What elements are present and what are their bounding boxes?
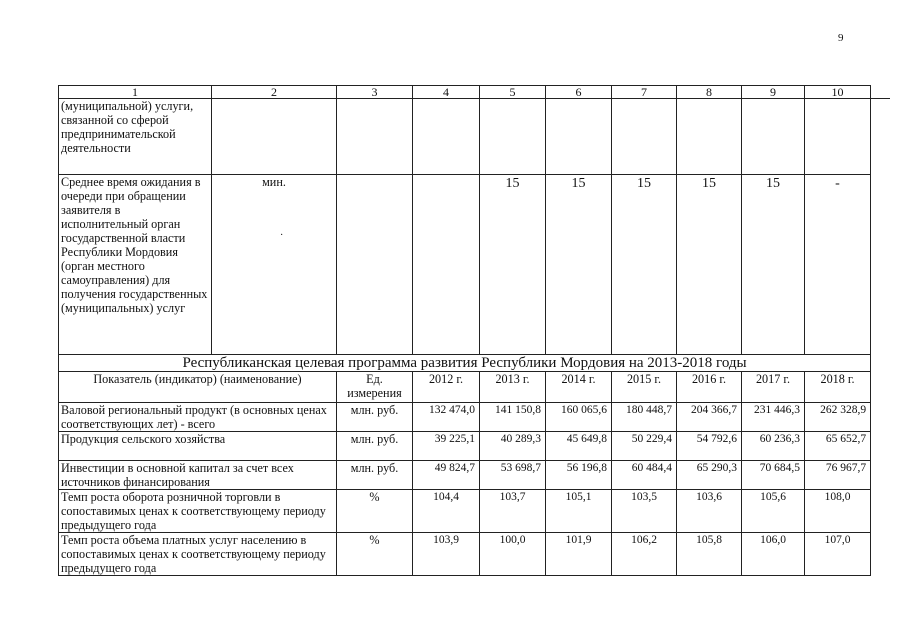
value-cell: 15 bbox=[742, 175, 805, 355]
year-header: 2014 г. bbox=[546, 372, 612, 403]
table-row bbox=[59, 533, 871, 576]
value-cell: 103,5 bbox=[612, 490, 677, 533]
program-table bbox=[58, 354, 871, 576]
table-row bbox=[59, 490, 871, 533]
value-cell: 180 448,7 bbox=[612, 403, 677, 432]
value-cell: 103,6 bbox=[677, 490, 742, 533]
value-cell: 15 bbox=[480, 175, 546, 355]
column-number: 4 bbox=[413, 86, 480, 99]
value-cell: 101,9 bbox=[546, 533, 612, 576]
value-cell: 53 698,7 bbox=[480, 461, 546, 490]
indicator-name: (муниципальной) услуги, связанной со сферой предпринимательской деятельности bbox=[59, 99, 212, 175]
table-row bbox=[59, 461, 871, 490]
column-number-row bbox=[59, 86, 871, 99]
value-cell: 15 bbox=[612, 175, 677, 355]
column-number: 5 bbox=[480, 86, 546, 99]
value-cell: 54 792,6 bbox=[677, 432, 742, 461]
year-header: 2018 г. bbox=[805, 372, 871, 403]
table-row bbox=[59, 175, 871, 355]
value-cell: 105,6 bbox=[742, 490, 805, 533]
scan-mark: · bbox=[280, 230, 284, 241]
value-cell: 60 484,4 bbox=[612, 461, 677, 490]
table-header-row bbox=[59, 372, 871, 403]
value-cell: 15 bbox=[546, 175, 612, 355]
value-cell: 100,0 bbox=[480, 533, 546, 576]
value-cell: 105,8 bbox=[677, 533, 742, 576]
value-cell bbox=[337, 175, 413, 355]
value-cell: 39 225,1 bbox=[413, 432, 480, 461]
column-number: 8 bbox=[677, 86, 742, 99]
table-row bbox=[59, 432, 871, 461]
value-cell: 204 366,7 bbox=[677, 403, 742, 432]
value-cell: 49 824,7 bbox=[413, 461, 480, 490]
year-header: 2012 г. bbox=[413, 372, 480, 403]
value-cell: 56 196,8 bbox=[546, 461, 612, 490]
unit-cell: % bbox=[337, 490, 413, 533]
value-cell: - bbox=[805, 175, 871, 355]
value-cell: 45 649,8 bbox=[546, 432, 612, 461]
value-cell bbox=[413, 175, 480, 355]
column-number: 6 bbox=[546, 86, 612, 99]
value-cell: 65 290,3 bbox=[677, 461, 742, 490]
value-cell: 76 967,7 bbox=[805, 461, 871, 490]
value-cell: 15 bbox=[677, 175, 742, 355]
value-cell: 60 236,3 bbox=[742, 432, 805, 461]
year-header: 2015 г. bbox=[612, 372, 677, 403]
value-cell: 65 652,7 bbox=[805, 432, 871, 461]
value-cell: 106,2 bbox=[612, 533, 677, 576]
value-cell: 141 150,8 bbox=[480, 403, 546, 432]
program-title: Республиканская целевая программа развития Республики Мордовия на 2013-2018 годы bbox=[59, 355, 871, 372]
value-cell: 231 446,3 bbox=[742, 403, 805, 432]
unit-header: Ед. измерения bbox=[337, 372, 413, 403]
page-number: 9 bbox=[838, 32, 844, 44]
indicator-name: Продукция сельского хозяйства bbox=[59, 432, 337, 461]
value-cell: 160 065,6 bbox=[546, 403, 612, 432]
program-title-row bbox=[59, 355, 871, 372]
value-cell: 103,9 bbox=[413, 533, 480, 576]
indicator-name: Инвестиции в основной капитал за счет всех источников финансирования bbox=[59, 461, 337, 490]
column-number: 7 bbox=[612, 86, 677, 99]
value-cell: 104,4 bbox=[413, 490, 480, 533]
column-number: 9 bbox=[742, 86, 805, 99]
value-cell: 106,0 bbox=[742, 533, 805, 576]
unit-cell: млн. руб. bbox=[337, 432, 413, 461]
column-number: 2 bbox=[212, 86, 337, 99]
year-header: 2016 г. bbox=[677, 372, 742, 403]
value-cell: 132 474,0 bbox=[413, 403, 480, 432]
column-number: 3 bbox=[337, 86, 413, 99]
indicator-name: Среднее время ожидания в очереди при обращении заявителя в исполнительный орган государственной власти Республики Мордовия (орган местного самоуправления) для получения государственных (муниципальных) услуг bbox=[59, 175, 212, 355]
value-cell: 70 684,5 bbox=[742, 461, 805, 490]
unit-cell: % bbox=[337, 533, 413, 576]
column-number: 1 bbox=[59, 86, 212, 99]
column-number: 10 bbox=[805, 86, 871, 99]
unit-cell: млн. руб. bbox=[337, 461, 413, 490]
value-cell: 50 229,4 bbox=[612, 432, 677, 461]
value-cell: 262 328,9 bbox=[805, 403, 871, 432]
value-cell: 103,7 bbox=[480, 490, 546, 533]
indicator-header: Показатель (индикатор) (наименование) bbox=[59, 372, 337, 403]
year-header: 2017 г. bbox=[742, 372, 805, 403]
table-row bbox=[59, 403, 871, 432]
indicators-table bbox=[58, 85, 871, 355]
indicator-name: Темп роста оборота розничной торговли в сопоставимых ценах к соответствующему периоду предыдущего года bbox=[59, 490, 337, 533]
unit-cell: мин. bbox=[212, 175, 337, 355]
table-row bbox=[59, 99, 871, 175]
unit-cell: млн. руб. bbox=[337, 403, 413, 432]
table-edge-line bbox=[870, 98, 890, 99]
value-cell: 108,0 bbox=[805, 490, 871, 533]
indicator-name: Валовой региональный продукт (в основных ценах соответствующих лет) - всего bbox=[59, 403, 337, 432]
value-cell: 40 289,3 bbox=[480, 432, 546, 461]
indicator-name: Темп роста объема платных услуг населению в сопоставимых ценах к соответствующему периоду предыдущего года bbox=[59, 533, 337, 576]
value-cell: 107,0 bbox=[805, 533, 871, 576]
value-cell: 105,1 bbox=[546, 490, 612, 533]
year-header: 2013 г. bbox=[480, 372, 546, 403]
